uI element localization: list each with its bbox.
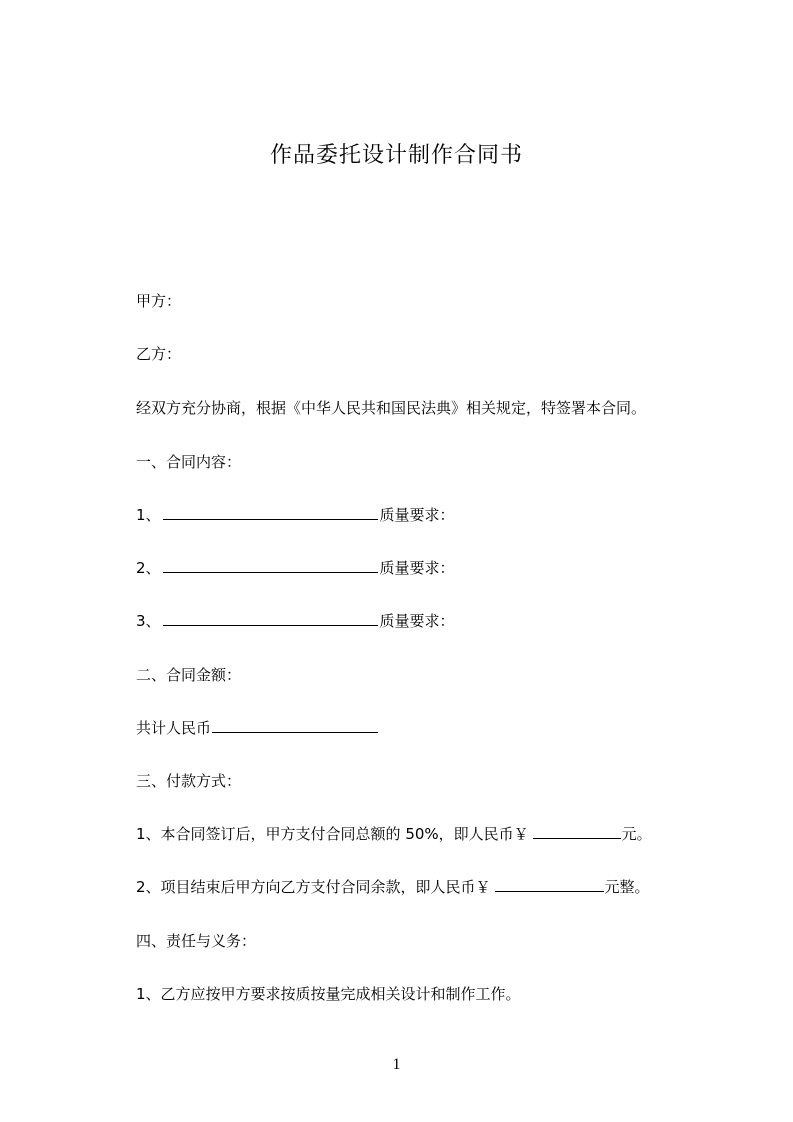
quality-requirement-label: 质量要求： xyxy=(379,506,455,524)
payment-term-2-unit: 元整。 xyxy=(604,878,650,896)
document-title: 作品委托设计制作合同书 xyxy=(269,143,523,168)
fill-blank-line xyxy=(212,718,378,733)
total-amount-label: 共计人民币 xyxy=(136,719,212,737)
payment-term-1 xyxy=(136,824,652,844)
quality-requirement-label: 质量要求： xyxy=(379,612,455,630)
section-3-heading: 三、付款方式： xyxy=(136,772,242,790)
payment-term-2-text: 2、项目结束后甲方向乙方支付合同余款，即人民币￥ xyxy=(136,878,491,896)
section-1-heading: 一、合同内容： xyxy=(136,453,242,471)
fill-blank-line xyxy=(495,877,604,892)
content-item-number: 2、 xyxy=(136,559,161,577)
fill-blank-line xyxy=(163,505,378,520)
content-item-3 xyxy=(136,611,455,631)
payment-term-1-text: 1、本合同签订后，甲方支付合同总额的 50%，即人民币￥ xyxy=(136,825,529,843)
preamble-text: 经双方充分协商，根据《中华人民共和国民法典》相关规定，特签署本合同。 xyxy=(136,399,647,417)
fill-blank-line xyxy=(533,824,621,839)
page-number: 1 xyxy=(392,1056,401,1073)
content-item-2 xyxy=(136,558,455,578)
section-4-heading: 四、责任与义务： xyxy=(136,932,257,950)
content-item-number: 1、 xyxy=(136,506,161,524)
quality-requirement-label: 质量要求： xyxy=(379,559,455,577)
section-2-heading: 二、合同金额： xyxy=(136,666,242,684)
total-amount-line xyxy=(136,718,378,738)
party-a-label: 甲方： xyxy=(136,292,182,310)
fill-blank-line xyxy=(163,558,378,573)
fill-blank-line xyxy=(163,611,378,626)
payment-term-2 xyxy=(136,877,650,897)
payment-term-1-unit: 元。 xyxy=(621,825,652,843)
content-item-1 xyxy=(136,505,455,525)
obligation-item-1: 1、乙方应按甲方要求按质按量完成相关设计和制作工作。 xyxy=(136,985,521,1003)
content-item-number: 3、 xyxy=(136,612,161,630)
party-b-label: 乙方： xyxy=(136,345,182,363)
